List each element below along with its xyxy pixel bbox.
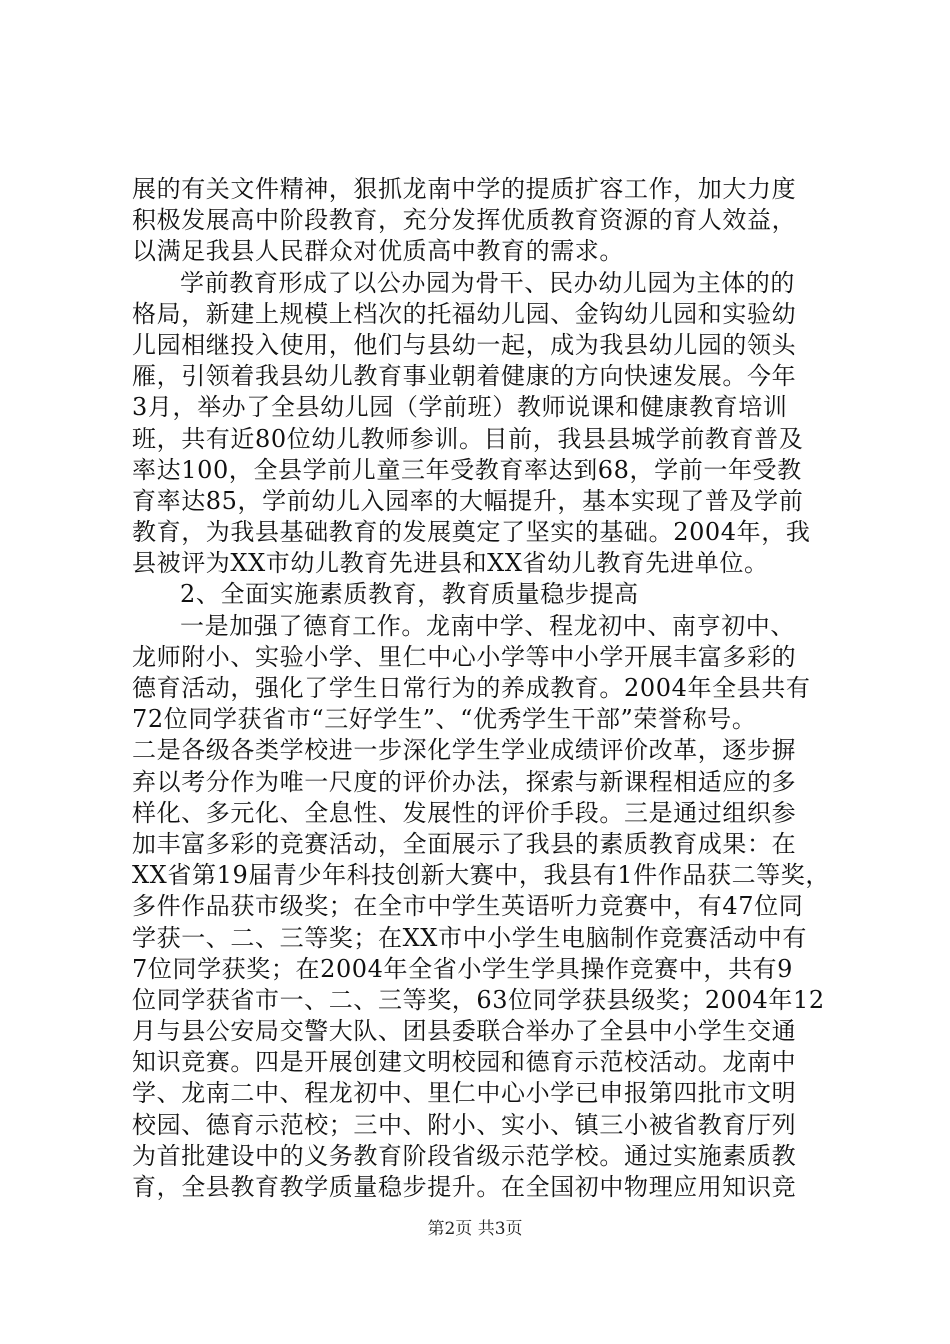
text-line: 72位同学获省市“三好学生”、“优秀学生干部”荣誉称号。 (132, 705, 757, 734)
text-line: 以满足我县人民群众对优质高中教育的需求。 (132, 237, 624, 266)
text-line: 多件作品获市级奖；在全市中学生英语听力竞赛中，有47位同 (132, 892, 804, 921)
text-line: 龙师附小、实验小学、里仁中心小学等中小学开展丰富多彩的 (132, 642, 797, 671)
text-line: 雁，引领着我县幼儿教育事业朝着健康的方向快速发展。今年 (132, 362, 797, 391)
text-line: 教育，为我县基础教育的发展奠定了坚实的基础。2004年，我 (132, 518, 811, 547)
text-line: 育，全县教育教学质量稳步提升。在全国初中物理应用知识竞 (132, 1173, 797, 1201)
text-line: XX省第19届青少年科技创新大赛中，我县有1件作品获二等奖， (132, 861, 830, 890)
page-number-footer: 第2页 共3页 (427, 1219, 523, 1239)
text-line: 3月，举办了全县幼儿园（学前班）教师说课和健康教育培训 (132, 393, 788, 422)
text-line: 学获一、二、三等奖；在XX市中小学生电脑制作竞赛活动中有 (132, 923, 807, 952)
text-line: 加丰富多彩的竞赛活动，全面展示了我县的素质教育成果：在 (132, 829, 797, 858)
text-line: 展的有关文件精神，狠抓龙南中学的提质扩容工作，加大力度 (132, 175, 797, 203)
text-line: 二是各级各类学校进一步深化学生学业成绩评价改革，逐步摒 (132, 736, 797, 765)
text-line: 为首批建设中的义务教育阶段省级示范学校。通过实施素质教 (132, 1141, 797, 1170)
text-line: 知识竞赛。四是开展创建文明校园和德育示范校活动。龙南中 (132, 1048, 797, 1077)
text-line: 积极发展高中阶段教育，充分发挥优质教育资源的育人效益， (132, 206, 797, 235)
text-line: 德育活动，强化了学生日常行为的养成教育。2004年全县共有 (132, 674, 811, 702)
paragraph-start-line: 一是加强了德育工作。龙南中学、程龙初中、南亨初中、 (180, 611, 795, 640)
text-line: 7位同学获奖；在2004年全省小学生学具操作竞赛中，共有9 (132, 954, 794, 983)
text-line: 县被评为XX市幼儿教育先进县和XX省幼儿教育先进单位。 (132, 549, 769, 578)
section-heading: 2、全面实施素质教育，教育质量稳步提高 (180, 580, 639, 609)
text-line: 样化、多元化、全息性、发展性的评价手段。三是通过组织参 (132, 798, 797, 827)
document-body (132, 174, 832, 1203)
paragraph-start-line: 学前教育形成了以公办园为骨干、民办幼儿园为主体的的 (180, 268, 795, 297)
text-line: 率达100，全县学前儿童三年受教育率达到68，学前一年受教 (132, 455, 802, 484)
text-line: 儿园相继投入使用，他们与县幼一起，成为我县幼儿园的领头 (132, 330, 797, 359)
text-line: 校园、德育示范校；三中、附小、实小、镇三小被省教育厅列 (132, 1110, 797, 1139)
text-line: 弃以考分作为唯一尺度的评价办法，探索与新课程相适应的多 (132, 767, 797, 796)
text-line: 位同学获省市一、二、三等奖，63位同学获县级奖；2004年12 (132, 985, 825, 1014)
text-line: 班，共有近80位幼儿教师参训。目前，我县县城学前教育普及 (132, 424, 804, 453)
text-line: 格局，新建上规模上档次的托福幼儿园、金钩幼儿园和实验幼 (132, 299, 797, 328)
text-line: 育率达85，学前幼儿入园率的大幅提升，基本实现了普及学前 (132, 486, 804, 515)
text-line: 学、龙南二中、程龙初中、里仁中心小学已申报第四批市文明 (132, 1079, 797, 1108)
text-line: 月与县公安局交警大队、团县委联合举办了全县中小学生交通 (132, 1017, 797, 1046)
